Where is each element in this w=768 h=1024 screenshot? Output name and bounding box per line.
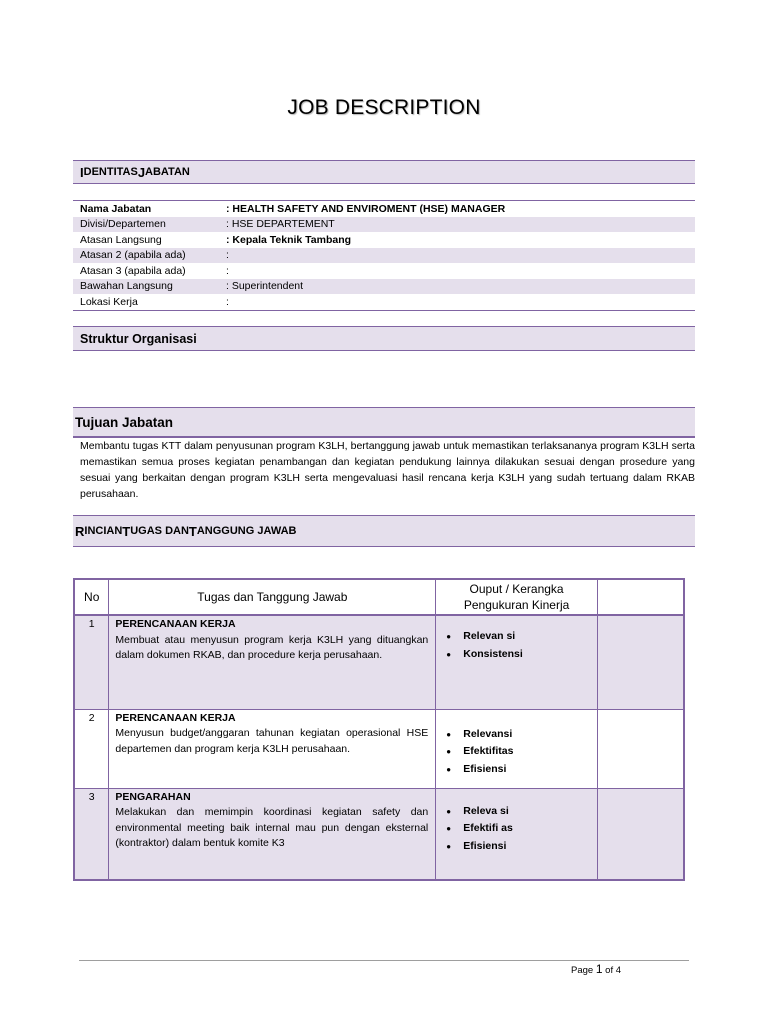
info-row [73,232,695,248]
table-row [74,788,684,880]
info-value: : Superintendent [226,280,304,293]
task-description: Membuat atau menyusun program kerja K3LH yang dituangkan dalam dokumen RKAB, dan procedure kerja perusahaan. [115,633,429,661]
kpi-item: ● Relevansi [446,726,591,744]
info-row [73,248,695,264]
bullet-icon: ● [446,824,452,833]
bullet-icon: ● [446,747,452,756]
section-struktur-organisasi: Struktur Organisasi [73,326,695,351]
header-kpi: Ouput / Kerangka Pengukuran Kinerja [436,579,598,615]
bullet-icon: ● [446,764,452,774]
current-page: 1 [595,962,603,976]
info-value: : HSE DEPARTEMENT [226,218,335,231]
section-tujuan-jabatan: Tujuan Jabatan [73,407,695,437]
document-title: JOB DESCRIPTION [287,96,481,119]
kpi-item: ● Relevan si [446,628,591,646]
table-row [74,709,684,788]
info-value: : [226,249,229,262]
info-row [73,279,695,295]
kpi-item: ● Efisiensi [446,761,591,779]
info-label: Bawahan Langsung [80,280,173,293]
table-header-row [74,579,684,615]
info-row [73,294,695,310]
info-row [73,263,695,279]
kpi-item: ● Efektifitas [446,743,591,761]
info-row [73,201,695,217]
section-identitas-jabatan: I DENTITAS J ABATAN [73,160,695,184]
task-cell [109,788,436,880]
info-row [73,217,695,233]
info-value: : Kepala Teknik Tambang [226,233,352,246]
kpi-item: ● Konsistensi [446,646,591,664]
duties-table [73,578,685,881]
bullet-icon: ● [446,649,452,659]
header-extra [597,579,684,615]
extra-cell [597,709,684,788]
info-label: Lokasi Kerja [80,295,138,308]
header-no: No [74,579,109,615]
table-row [74,615,684,709]
row-number: 3 [74,788,109,880]
bullet-icon: ● [446,841,452,851]
task-description: Menyusun budget/anggaran tahunan kegiatan operasional HSE departemen dan program kerja K3LH perusahaan. [115,727,429,755]
info-label: Divisi/Departemen [80,218,166,231]
tujuan-text: Membantu tugas KTT dalam penyusunan program K3LH, bertanggung jawab untuk memastikan terlaksananya program K3LH serta memastikan semua proses kegiatan penambangan dan kegiatan pendukung lainnya dilakukan sesuai dengan prosedure yang sesuai yang berkaitan dengan program K3LH serta mengevaluasi hasil rencana kerja K3LH yang sudah tertuang dalam RKAB perusahaan. [73,437,695,502]
info-label: Atasan 3 (apabila ada) [80,264,186,277]
task-description: Melakukan dan memimpin koordinasi kegiatan safety dan environmental meeting baik internal mau pun dengan eksternal (kontraktor) dalam bentuk komite K3 [115,806,429,849]
task-heading: PERENCANAAN KERJA [115,711,236,724]
task-cell [109,615,436,709]
kpi-item: ● Releva si [446,803,591,821]
row-number: 1 [74,615,109,709]
kpi-cell [436,615,598,709]
bullet-icon: ● [446,806,452,816]
info-value: : HEALTH SAFETY AND ENVIROMENT (HSE) MANAGER [226,202,506,215]
info-label: Atasan Langsung [80,233,162,246]
kpi-item: ● Efisiensi [446,838,591,856]
info-value: : [226,295,229,308]
bullet-icon: ● [446,632,452,641]
total-pages: 4 [615,965,622,976]
footer-divider [79,960,689,961]
bullet-icon: ● [446,729,452,739]
section-rincian-tugas: R INCIAN T UGAS DAN T ANGGUNG JAWAB [73,515,695,547]
extra-cell [597,788,684,880]
info-label: Atasan 2 (apabila ada) [80,249,186,262]
kpi-cell [436,709,598,788]
identitas-table [73,200,695,311]
info-label: Nama Jabatan [80,202,152,215]
extra-cell [597,615,684,709]
row-number: 2 [74,709,109,788]
task-cell [109,709,436,788]
page-footer: Page 1 of 4 [571,962,622,976]
info-value: : [226,264,229,277]
kpi-cell [436,788,598,880]
kpi-item: ● Efektifi as [446,820,591,838]
task-heading: PENGARAHAN [115,790,191,803]
header-task: Tugas dan Tanggung Jawab [109,579,436,615]
task-heading: PERENCANAAN KERJA [115,618,236,630]
